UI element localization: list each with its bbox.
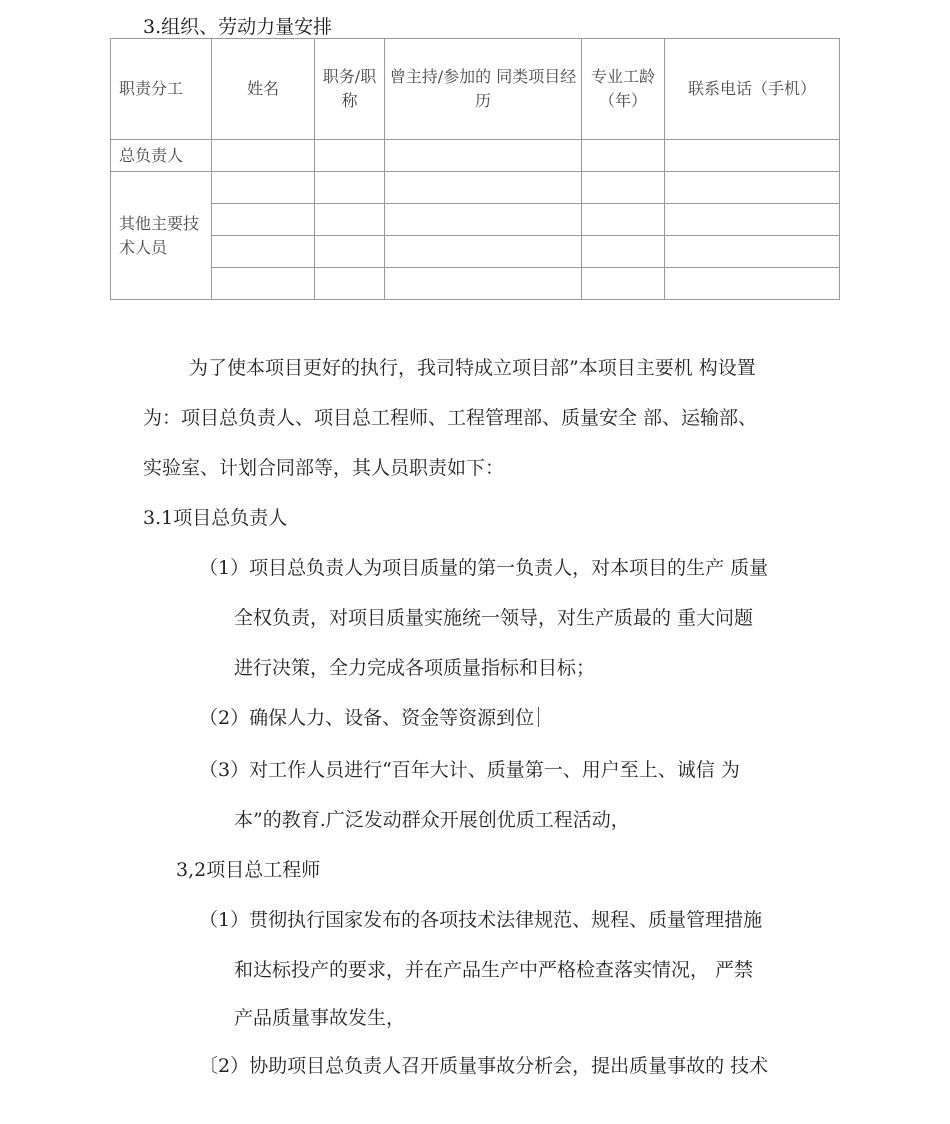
table-cell <box>665 140 840 172</box>
table-cell <box>582 172 665 204</box>
table-cell <box>315 140 385 172</box>
table-cell <box>212 236 315 268</box>
header-years: 专业工龄（年） <box>582 39 665 140</box>
row-chief-label: 总负责人 <box>111 140 212 172</box>
table-cell <box>385 236 582 268</box>
intro-line-1: 为了使本项目更好的执行，我司特成立项目部”本项目主要机 构设置 <box>189 357 756 379</box>
table-cell <box>582 268 665 300</box>
header-name: 姓名 <box>212 39 315 140</box>
text-cursor <box>538 707 539 727</box>
table-cell <box>385 172 582 204</box>
subsection-heading-3-1: 3.1项目总负责人 <box>143 507 288 529</box>
table-cell <box>665 236 840 268</box>
table-cell <box>212 140 315 172</box>
table-cell <box>385 268 582 300</box>
table-cell <box>315 236 385 268</box>
header-phone: 联系电话（手机） <box>665 39 840 140</box>
row-others-label: 其他主要技术人员 <box>111 172 212 300</box>
intro-line-3: 实验室、计划合同部等，其人员职责如下： <box>143 457 505 479</box>
table-row <box>111 140 840 172</box>
list-item-1-line-3: 进行决策，全力完成各项质量指标和目标； <box>234 657 596 679</box>
list-item-4-line-3: 产品质量事故发生， <box>234 1007 406 1029</box>
table-cell <box>385 204 582 236</box>
table-row <box>111 268 840 300</box>
list-item-3-line-1: （3）对工作人员进行“百年大计、质量第一、用户至上、诚信 为 <box>199 759 740 781</box>
header-title: 职务/职称 <box>315 39 385 140</box>
intro-line-2: 为：项目总负责人、项目总工程师、工程管理部、质量安全 部、运输部、 <box>143 407 758 429</box>
list-item-1-line-2: 全权负责，对项目质量实施统一领导，对生产质最的 重大问题 <box>234 607 754 629</box>
subsection-heading-3-2: 3,2项目总工程师 <box>176 859 321 881</box>
table-cell <box>212 268 315 300</box>
table-cell <box>315 172 385 204</box>
table-cell <box>315 204 385 236</box>
table-cell <box>385 140 582 172</box>
list-item-2-text: （2）确保人力、设备、资金等资源到位 <box>199 707 535 729</box>
header-experience: 曾主持/参加的 同类项目经历 <box>385 39 582 140</box>
list-item-4-line-2: 和达标投产的要求，并在产品生产中严格检查落实情况， 严禁 <box>234 959 754 981</box>
list-item-3-line-2: 本”的教育.广泛发动群众开展创优质工程活动， <box>234 809 630 831</box>
list-item-1-line-1: （1）项目总负责人为项目质量的第一负责人，对本项目的生产 质量 <box>199 557 769 579</box>
table-row <box>111 236 840 268</box>
section-title: 3.组织、劳动力量安排 <box>143 16 333 38</box>
table-cell <box>582 140 665 172</box>
list-item-2 <box>199 705 539 731</box>
table-cell <box>212 204 315 236</box>
table-cell <box>665 204 840 236</box>
table-cell <box>315 268 385 300</box>
table-cell <box>212 172 315 204</box>
table-header-row <box>111 39 840 140</box>
table-cell <box>582 204 665 236</box>
staff-table <box>110 38 840 300</box>
list-item-5-line-1: 〔2）协助项目总负责人召开质量事故分析会，提出质量事故的 技术 <box>199 1055 769 1077</box>
header-duty: 职责分工 <box>111 39 212 140</box>
table-row <box>111 172 840 204</box>
list-item-4-line-1: （1）贯彻执行国家发布的各项技术法律规范、规程、质量管理措施 <box>199 909 763 931</box>
table-cell <box>665 172 840 204</box>
table-cell <box>665 268 840 300</box>
table-row <box>111 204 840 236</box>
table-cell <box>582 236 665 268</box>
